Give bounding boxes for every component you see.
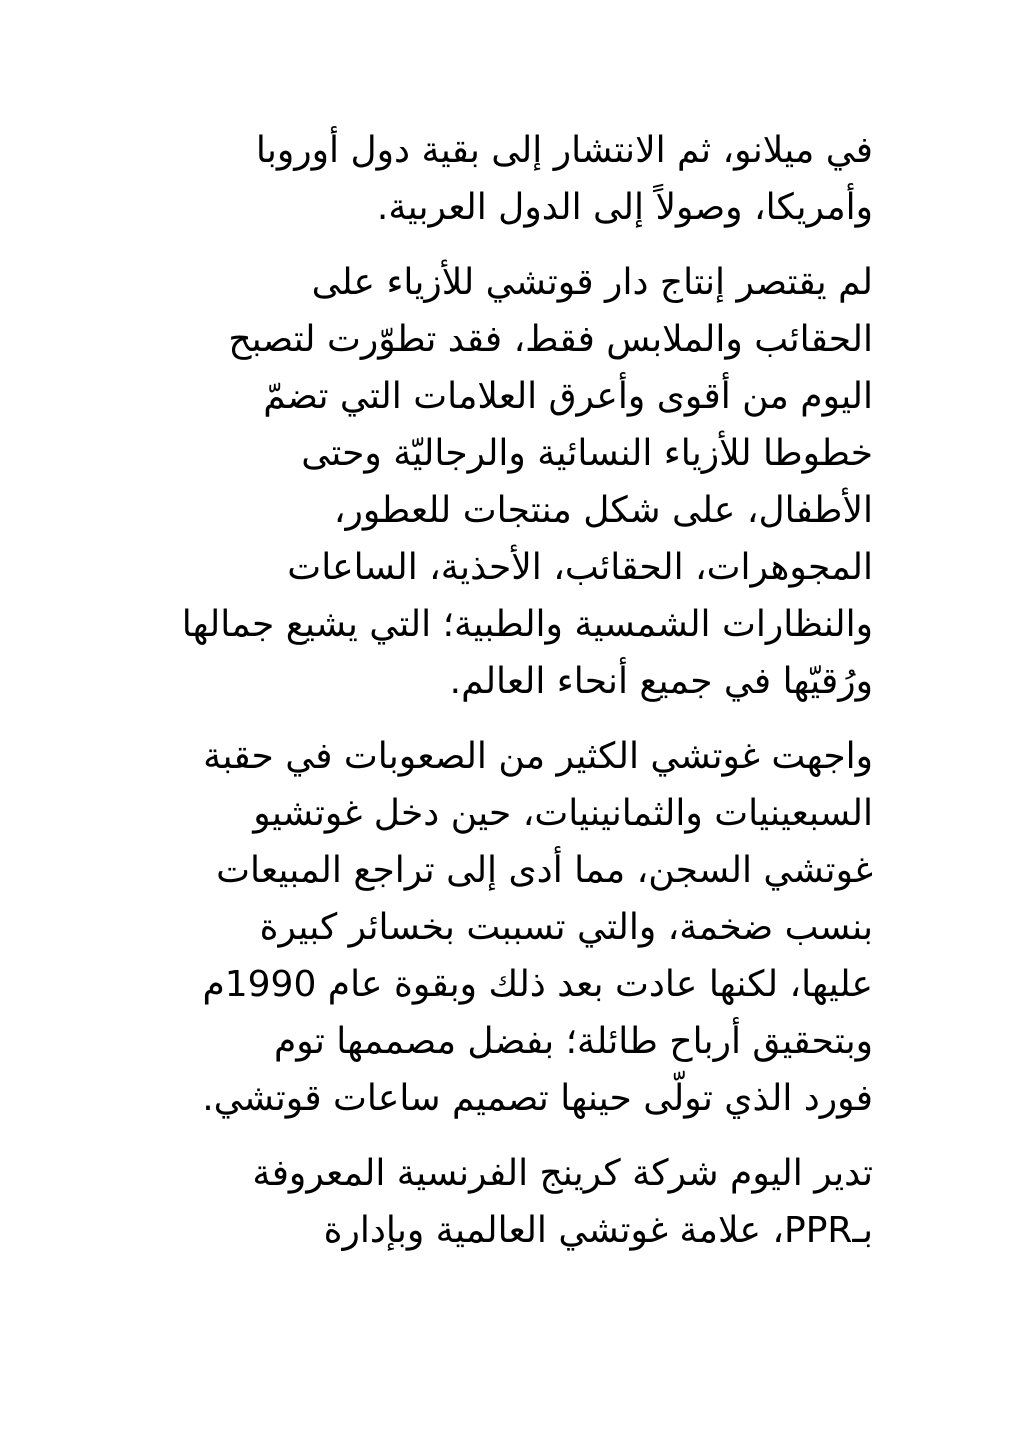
text-line: تدير اليوم شركة كرينج الفرنسية المعروفة	[252, 1153, 873, 1194]
paragraph-1	[150, 122, 873, 236]
text-line: عليها، لكنها عادت بعد ذلك وبقوة عام 1990م	[202, 964, 873, 1005]
text-line: المجوهرات، الحقائب، الأحذية، الساعات	[287, 547, 873, 588]
text-line: اليوم من أقوى وأعرق العلامات التي تضمّ	[263, 376, 873, 417]
text-line: واجهت غوتشي الكثير من الصعوبات في حقبة	[203, 736, 873, 777]
text-line: خطوطا للأزياء النسائية والرجاليّة وحتى	[301, 433, 873, 474]
text-line: بـPPR، علامة غوتشي العالمية وبإدارة	[323, 1210, 873, 1251]
text-line: لم يقتصر إنتاج دار قوتشي للأزياء على	[311, 262, 873, 303]
text-line: بنسب ضخمة، والتي تسببت بخسائر كبيرة	[259, 907, 873, 948]
document-page	[150, 122, 873, 1277]
text-line: وأمريكا، وصولاً إلى الدول العربية.	[376, 187, 873, 228]
text-line: والنظارات الشمسية والطبية؛ التي يشيع جمالها	[181, 604, 873, 645]
text-line: فورد الذي تولّى حينها تصميم ساعات قوتشي.	[202, 1078, 873, 1119]
text-line: في ميلانو، ثم الانتشار إلى بقية دول أوروبا	[255, 130, 873, 171]
text-line: ورُقيّها في جميع أنحاء العالم.	[449, 661, 873, 702]
text-line: الحقائب والملابس فقط، فقد تطوّرت لتصبح	[228, 319, 873, 360]
text-line: الأطفال، على شكل منتجات للعطور،	[333, 490, 873, 531]
text-line: السبعينيات والثمانينيات، حين دخل غوتشيو	[253, 793, 873, 834]
paragraph-4	[150, 1145, 873, 1259]
paragraph-2	[150, 254, 873, 710]
paragraph-3	[150, 728, 873, 1127]
text-line: غوتشي السجن، مما أدى إلى تراجع المبيعات	[216, 850, 873, 891]
text-line: وبتحقيق أرباح طائلة؛ بفضل مصممها توم	[273, 1021, 873, 1062]
